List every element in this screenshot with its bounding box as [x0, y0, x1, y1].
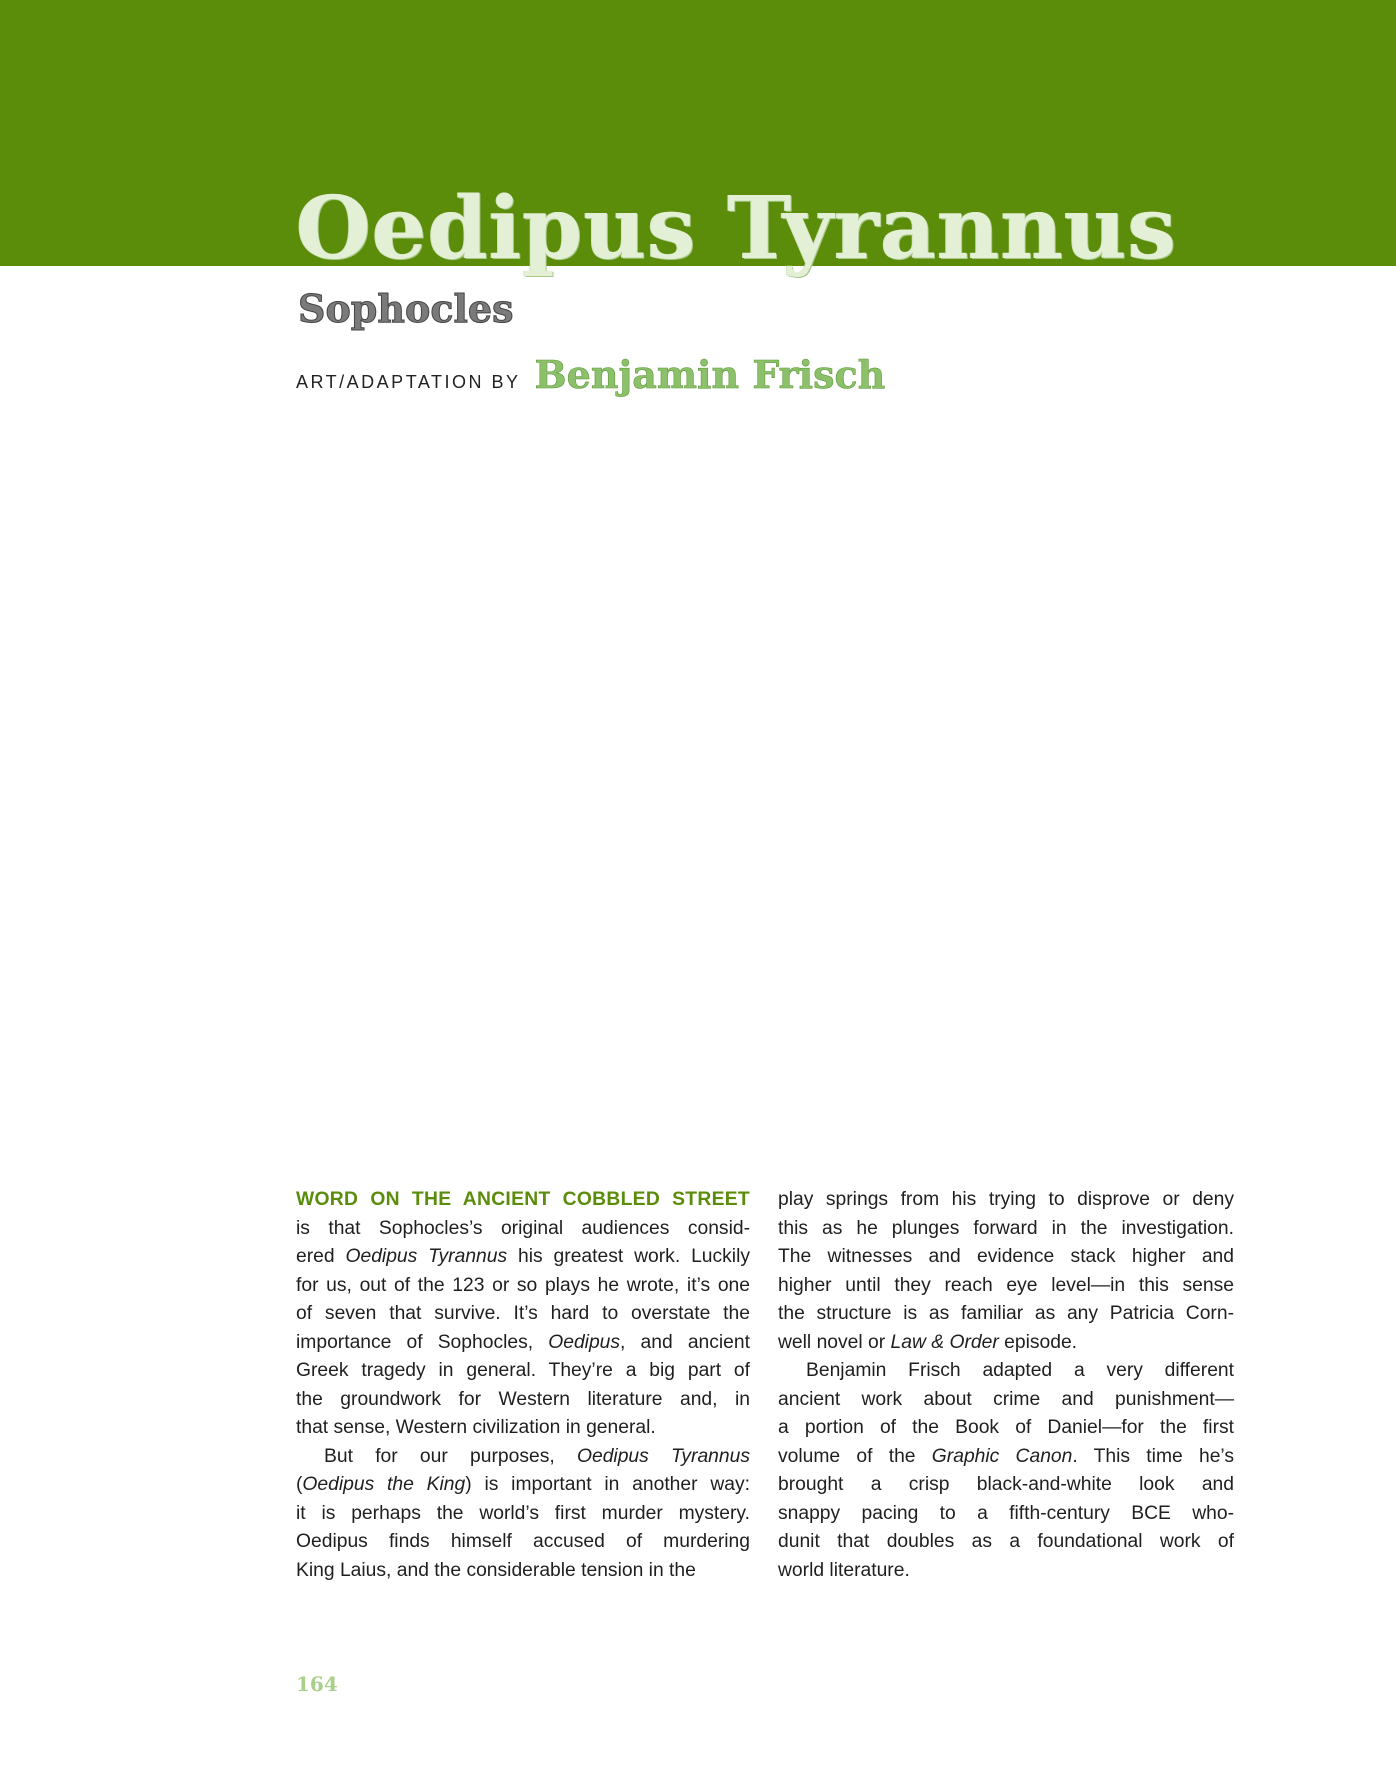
text-line	[778, 1357, 1234, 1386]
text-line	[778, 1414, 1234, 1443]
text-segment: Benjamin Frisch adapted a very different	[806, 1360, 1234, 1381]
italic-title: Oedipus Tyrannus	[576, 1445, 750, 1467]
text-segment: the structure is as familiar as any Patricia Corn-	[778, 1303, 1234, 1324]
text-line	[778, 1500, 1234, 1529]
text-segment: snappy pacing to a fifth-century BCE who-	[778, 1502, 1234, 1524]
text-segment: play springs from his trying to disprove or deny	[778, 1189, 1234, 1210]
text-segment: episode.	[998, 1331, 1078, 1353]
text-line	[296, 1357, 750, 1386]
text-segment: brought a crisp black-and-white look and	[778, 1474, 1234, 1495]
text-segment: importance of Sophocles,	[296, 1331, 549, 1353]
left-text-column	[296, 1186, 750, 1585]
text-line	[296, 1215, 750, 1244]
text-line	[296, 1557, 750, 1586]
lead-in-heading: WORD ON THE ANCIENT COBBLED STREET	[296, 1189, 750, 1210]
text-segment: ) is important in another way:	[465, 1474, 750, 1495]
text-segment: But for our purposes,	[324, 1445, 577, 1467]
page-title: Oedipus Tyrannus	[296, 178, 1177, 279]
text-segment: for us, out of the 123 or so plays he wrote, it’s one	[296, 1274, 750, 1296]
text-line	[778, 1300, 1234, 1329]
page-number: 164	[296, 1672, 338, 1696]
text-line	[296, 1500, 750, 1529]
text-line	[296, 1243, 750, 1272]
adapter-name: Benjamin Frisch	[534, 352, 886, 397]
text-line	[778, 1471, 1234, 1500]
text-segment: Oedipus finds himself accused of murdering	[296, 1531, 750, 1552]
text-segment: a portion of the Book of Daniel—for the first	[778, 1417, 1234, 1438]
text-line	[296, 1443, 750, 1472]
text-line	[778, 1329, 1234, 1358]
text-line	[778, 1528, 1234, 1557]
italic-title: Graphic Canon	[931, 1445, 1073, 1467]
text-line	[778, 1386, 1234, 1415]
text-line	[778, 1215, 1234, 1244]
credit-line	[296, 352, 885, 397]
text-segment: , and ancient	[620, 1331, 750, 1353]
text-line	[296, 1471, 750, 1500]
text-segment: dunit that doubles as a foundational work of	[778, 1531, 1234, 1552]
text-line	[296, 1300, 750, 1329]
text-segment: it is perhaps the world’s first murder mystery.	[296, 1502, 750, 1524]
text-segment: of seven that survive. It’s hard to overstate the	[296, 1303, 750, 1324]
text-segment: volume of the	[778, 1445, 932, 1467]
text-segment: this as he plunges forward in the investigation.	[778, 1217, 1234, 1239]
text-segment: is that Sophocles’s original audiences consid-	[296, 1217, 750, 1239]
text-line	[296, 1386, 750, 1415]
text-line	[778, 1186, 1234, 1215]
text-segment: The witnesses and evidence stack higher and	[778, 1246, 1234, 1267]
text-segment: ancient work about crime and punishment—	[778, 1388, 1234, 1410]
text-line	[296, 1186, 750, 1215]
text-segment: (	[296, 1474, 303, 1495]
text-segment: King Laius, and the considerable tension in the	[296, 1559, 696, 1581]
italic-title: Oedipus the King	[302, 1474, 466, 1495]
text-line	[296, 1414, 750, 1443]
text-line	[778, 1243, 1234, 1272]
text-line	[778, 1443, 1234, 1472]
text-line	[296, 1528, 750, 1557]
text-segment: that sense, Western civilization in general.	[296, 1417, 656, 1438]
text-segment: higher until they reach eye level—in this sense	[778, 1274, 1234, 1296]
text-line	[778, 1557, 1234, 1586]
text-segment: Greek tragedy in general. They’re a big part of	[296, 1360, 750, 1381]
text-segment: his greatest work. Luckily	[507, 1246, 751, 1267]
text-segment: ered	[296, 1246, 346, 1267]
text-segment: world literature.	[778, 1559, 910, 1581]
credit-label: ART/ADAPTATION BY	[296, 372, 521, 392]
text-segment: well novel or	[778, 1331, 891, 1353]
text-line	[296, 1272, 750, 1301]
author-name: Sophocles	[298, 286, 514, 331]
italic-title: Law & Order	[890, 1331, 999, 1353]
text-line	[778, 1272, 1234, 1301]
text-segment: . This time he’s	[1072, 1445, 1234, 1467]
text-line	[296, 1329, 750, 1358]
italic-title: Oedipus	[548, 1331, 621, 1353]
text-segment: the groundwork for Western literature and, in	[296, 1388, 750, 1410]
italic-title: Oedipus Tyrannus	[345, 1246, 508, 1267]
right-text-column	[778, 1186, 1234, 1585]
